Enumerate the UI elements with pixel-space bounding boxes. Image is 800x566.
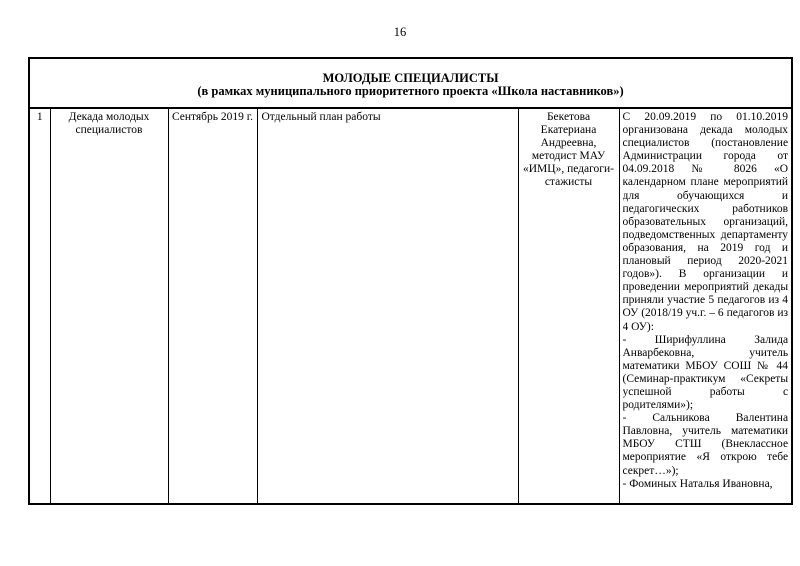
result-paragraph: С 20.09.2019 по 01.10.2019 организована декада молодых специалистов (постановление Администрации города от 04.09.2018 № 8026 «О календарном плане мероприятий для обучающихся и педагогических работников образовательных организаций, подведомственных департаменту образования, на 2019 год и плановый период 2020-2021 годов»). В организации и проведении мероприятий декады приняли участие 5 педагогов из 4 ОУ (2018/19 уч.г. – 6 педагогов из 4 ОУ):	[622, 111, 789, 333]
cell-plan: Отдельный план работы	[257, 108, 518, 504]
cell-row-number: 1	[29, 108, 50, 504]
cell-result	[619, 108, 792, 504]
cell-period: Сентябрь 2019 г.	[168, 108, 257, 504]
table-header-row	[29, 58, 792, 108]
result-text-block	[623, 111, 789, 501]
page-number: 16	[393, 25, 407, 39]
specialists-table	[28, 57, 793, 505]
cell-activity-name: Декада молодых специалистов	[50, 108, 168, 504]
result-paragraph: - Ширифуллина Залида Анварбековна, учитель математики МБОУ СОШ № 44 (Семинар-практикум «Секреты успешной работы с родителями»);	[622, 333, 789, 412]
table-subtitle: (в рамках муниципального приоритетного проекта «Школа наставников»)	[197, 84, 624, 98]
cell-responsible: Бекетова Екатериана Андреевна, методист МАУ «ИМЦ», педагоги-стажисты	[518, 108, 619, 504]
table-title-cell	[29, 58, 792, 108]
result-paragraph: - Сальникова Валентина Павловна, учитель математики МБОУ СТШ (Внеклассное мероприятие «Я открою тебе секрет…»);	[622, 412, 789, 477]
table-title: МОЛОДЫЕ СПЕЦИАЛИСТЫ	[322, 70, 499, 85]
result-paragraph: - Фоминых Наталья Ивановна,	[622, 477, 773, 490]
table-row	[29, 108, 792, 504]
